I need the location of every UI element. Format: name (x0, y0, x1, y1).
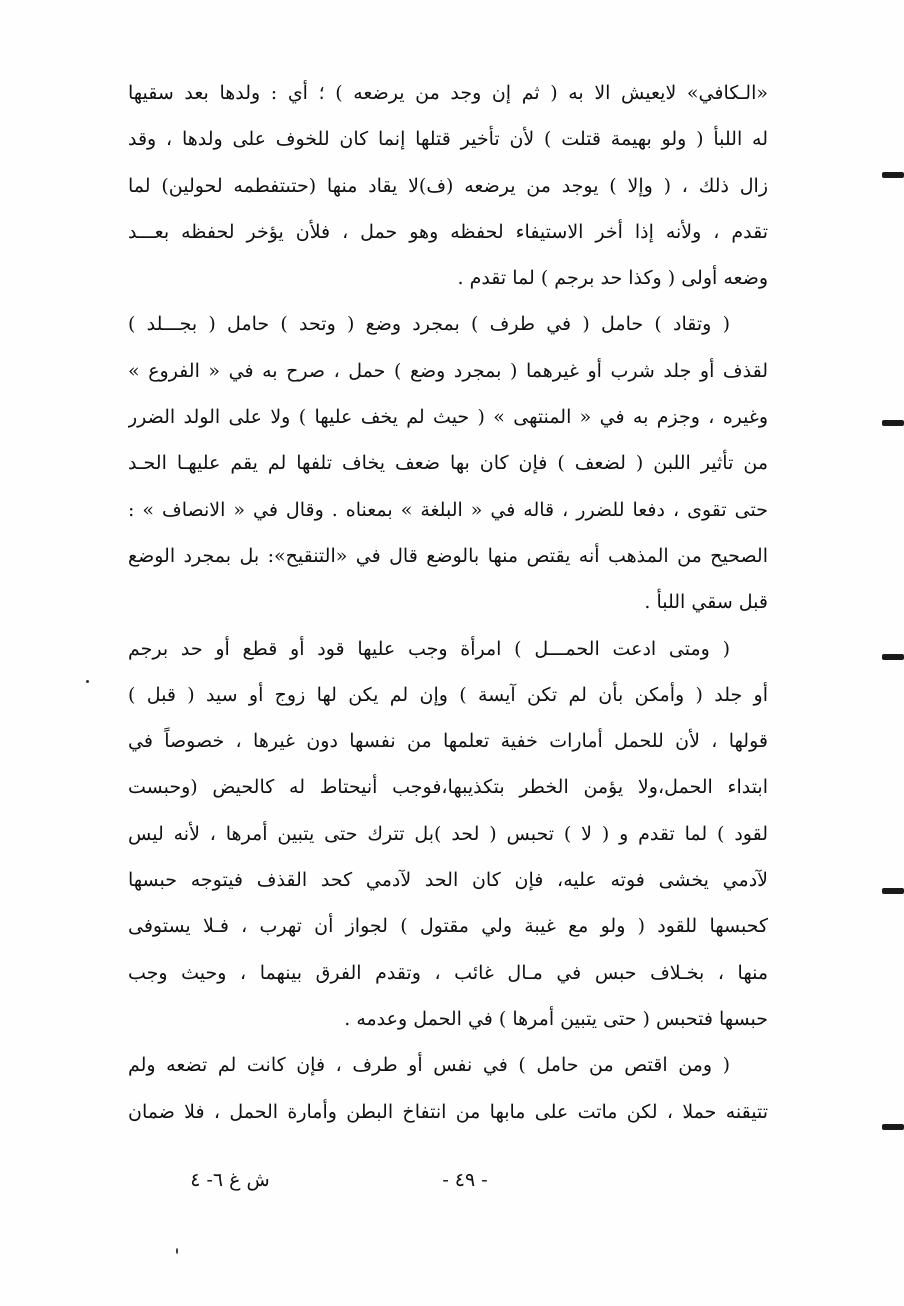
text-line: وضعه أولى ( وكذا حد برجم ) لما تقدم . (457, 267, 768, 290)
text-line: منها ، بخـلاف حبس في مـال غائب ، وتقدم الفرق بينهما ، وحيث وجب (128, 961, 768, 984)
text-line: لقود ) لما تقدم و ( لا ) تحبس ( لحد )بل تترك حتى يتبين أمرها ، لأنه ليس (128, 822, 768, 845)
scan-speck (176, 1248, 178, 1254)
text-line: الصحيح من المذهب أنه يقتص منها بالوضع قال في «التنقيح»: بل بمجرد الوضع (128, 544, 768, 567)
text-line: ( ومن اقتص من حامل ) في نفس أو طرف ، فإن كانت لم تضعه ولم (128, 1054, 730, 1077)
margin-mark (882, 654, 904, 660)
margin-mark (882, 172, 904, 178)
margin-mark (882, 1124, 904, 1130)
text-line: من تأثير اللبن ( لضعف ) فإن كان بها ضعف يخاف تلفها لم يقم عليهـا الحـد (128, 452, 768, 475)
text-line: لقذف أو جلد شرب أو غيرهما ( بمجرد وضع ) حمل ، صرح به في « الفروع » (128, 359, 768, 382)
margin-mark (882, 888, 904, 894)
text-line: حتى تقوى ، دفعا للضرر ، قاله في « البلغة » بمعناه . وقال في « الانصاف » : (128, 498, 768, 521)
scan-speck (86, 680, 89, 683)
text-line: وغيره ، وجزم به في « المنتهى » ( حيث لم يخف عليها ) ولا على الولد الضرر (128, 406, 768, 429)
text-line: تقدم ، ولأنه إذا أخر الاستيفاء لحفظه وهو حمل ، فلأن يؤخر لحفظه بعـــد (128, 220, 768, 243)
text-line: زال ذلك ، ( وإلا ) يوجد من يرضعه (ف)لا يقاد منها (حتىتفطمه لحولين) لما (128, 174, 768, 197)
text-line: أو جلد ( وأمكن بأن لم تكن آيسة ) وإن لم يكن لها زوج أو سيد ( قبل ) (128, 683, 768, 706)
margin-mark (882, 420, 904, 426)
text-line: قولها ، لأن للحمل أمارات خفية تعلمها من نفسها دون غيرها ، خصوصاً في (128, 730, 768, 753)
text-line: تتيقنه حملا ، لكن ماتت على مابها من انتفاخ البطن وأمارة الحمل ، فلا ضمان (128, 1100, 768, 1123)
text-line: ( ومتى ادعت الحمـــل ) امرأة وجب عليها قود أو قطع أو حد برجم (128, 637, 730, 660)
text-line: قبل سقي اللبأ . (644, 591, 768, 614)
text-line: «الـكافي» لايعيش الا به ( ثم إن وجد من يرضعه ) ؛ أي : ولدها بعد سقيها (128, 82, 768, 104)
text-line: له اللبأ ( ولو بهيمة قتلت ) لأن تأخير قتلها إنما كان للخوف على ولدها ، وقد (128, 128, 768, 151)
text-line: ( وتقاد ) حامل ( في طرف ) بمجرد وضع ( وتحد ) حامل ( بجـــلد ) (128, 313, 730, 336)
text-line: ابتداء الحمل،ولا يؤمن الخطر بتكذيبها،فوجب أنيحتاط له كالحيض (وحبست (128, 776, 768, 799)
text-line: حبسها فتحبس ( حتى يتبين أمرها ) في الحمل وعدمه . (344, 1007, 768, 1030)
text-line: لآدمي يخشى فوته عليه، فإن كان الحد لآدمي كحد القذف فيتوجه حبسها (128, 869, 768, 892)
signature-mark: ش غ ٦- ٤ (190, 1169, 270, 1191)
text-line: كحبسها للقود ( ولو مع غيبة ولي مقتول ) لجواز أن تهرب ، فـلا يستوفى (128, 915, 768, 938)
body-text (128, 70, 768, 1135)
page-number: - ٤٩ - (442, 1169, 488, 1191)
